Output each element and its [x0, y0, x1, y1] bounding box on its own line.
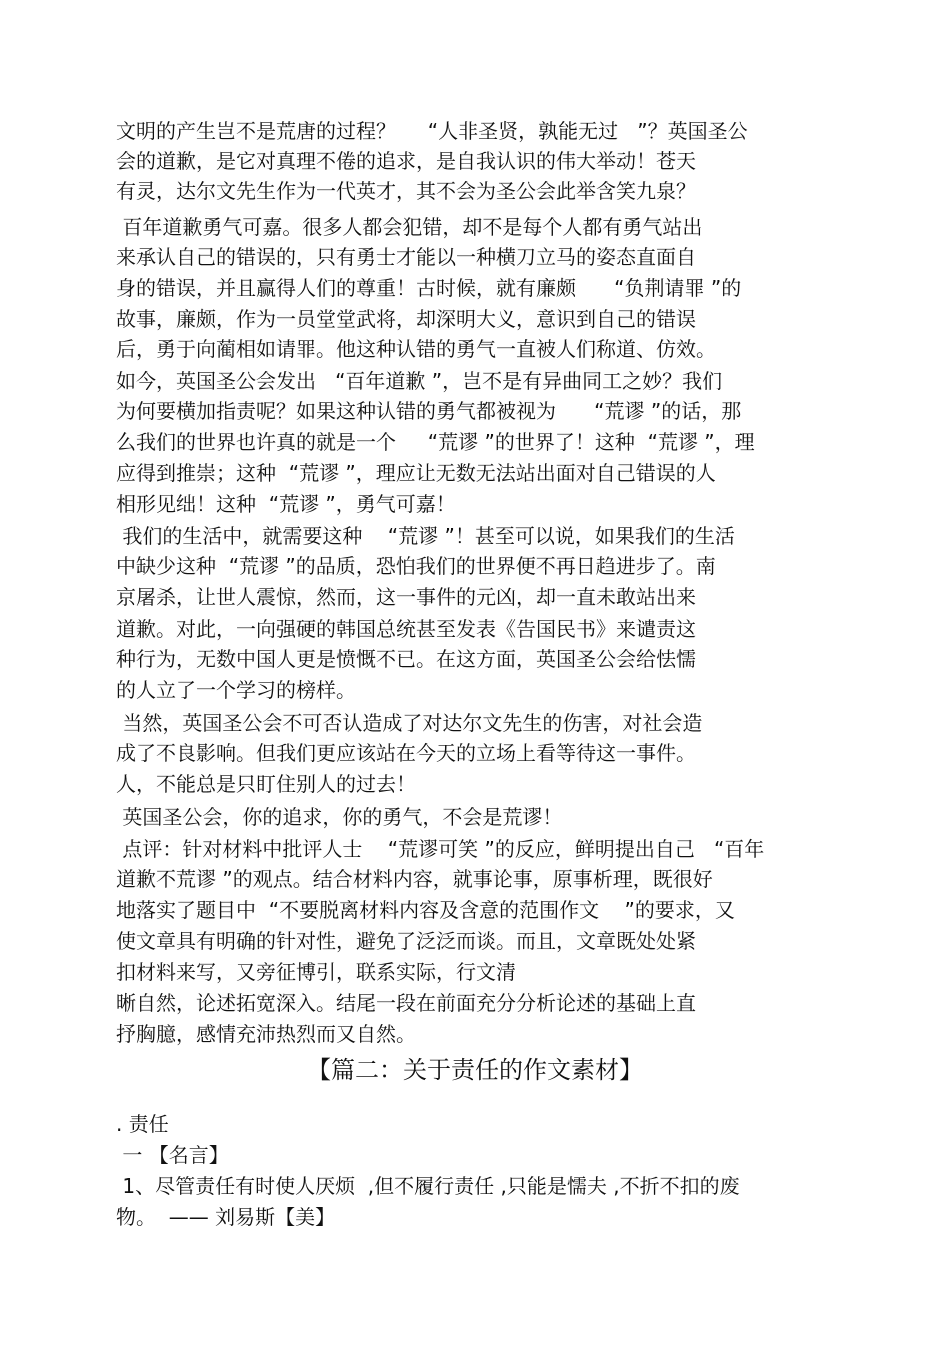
body-line: 相形见绌！这种 “荒谬 ”，勇气可嘉！ — [116, 492, 456, 516]
body-line: 种行为，无数中国人更是愤慨不已。在这方面，英国圣公会给怯懦 — [116, 647, 696, 671]
body-line: 当然，英国圣公会不可否认造成了对达尔文先生的伤害，对社会造 — [116, 711, 703, 735]
body-line: 会的道歉，是它对真理不倦的追求，是自我认识的伟大举动！苍天 — [116, 149, 696, 173]
body-line: 的人立了一个学习的榜样。 — [116, 678, 356, 702]
body-line: . 责任 — [116, 1112, 169, 1136]
body-line: 身的错误，并且赢得人们的尊重！古时候，就有廉颇 “负荆请罪 ”的 — [116, 276, 742, 300]
body-line: 地落实了题目中 “不要脱离材料内容及含意的范围作文 ”的要求，又 — [116, 898, 735, 922]
body-line: 京屠杀，让世人震惊，然而，这一事件的元凶，却一直未敢站出来 — [116, 585, 696, 609]
body-line: 抒胸臆，感情充沛热烈而又自然。 — [116, 1022, 416, 1046]
section-title: 【篇二：关于责任的作文素材】 — [307, 1056, 643, 1084]
body-line: 晰自然，论述拓宽深入。结尾一段在前面充分分析论述的基础上直 — [116, 991, 696, 1015]
body-line: 我们的生活中，就需要这种 “荒谬 ”！甚至可以说，如果我们的生活 — [116, 524, 735, 548]
body-line: 来承认自己的错误的，只有勇士才能以一种横刀立马的姿态直面自 — [116, 245, 696, 269]
body-line: 如今，英国圣公会发出 “百年道歉 ”，岂不是有异曲同工之妙？我们 — [116, 369, 723, 393]
body-line: 么我们的世界也许真的就是一个 “荒谬 ”的世界了！这种 “荒谬 ”，理 — [116, 430, 755, 454]
body-line: 道歉不荒谬 ”的观点。结合材料内容，就事论事，原事析理，既很好 — [116, 867, 713, 891]
body-line: 扣材料来写，又旁征博引，联系实际，行文清 — [116, 960, 516, 984]
body-line: 有灵，达尔文先生作为一代英才，其不会为圣公会此举含笑九泉？ — [116, 179, 696, 203]
body-line: 物。 —— 刘易斯【美】 — [116, 1205, 336, 1229]
body-line: 英国圣公会，你的追求，你的勇气，不会是荒谬！ — [116, 805, 563, 829]
body-line: 应得到推崇；这种 “荒谬 ”，理应让无数无法站出面对自己错误的人 — [116, 461, 716, 485]
body-line: 1、尽管责任有时使人厌烦 ,但不履行责任 ,只能是懦夫 ,不折不扣的废 — [116, 1174, 740, 1198]
body-line: 文明的产生岂不是荒唐的过程？ “人非圣贤，孰能无过 ”？英国圣公 — [116, 119, 748, 143]
body-line: 成了不良影响。但我们更应该站在今天的立场上看等待这一事件。 — [116, 741, 696, 765]
body-line: 人，不能总是只盯住别人的过去！ — [116, 772, 416, 796]
body-line: 中缺少这种 “荒谬 ”的品质，恐怕我们的世界便不再日趋进步了。南 — [116, 554, 716, 578]
body-line: 使文章具有明确的针对性，避免了泛泛而谈。而且，文章既处处紧 — [116, 929, 696, 953]
body-line: 故事，廉颇，作为一员堂堂武将，却深明大义，意识到自己的错误 — [116, 307, 696, 331]
body-line: 为何要横加指责呢？如果这种认错的勇气都被视为 “荒谬 ”的话，那 — [116, 399, 742, 423]
body-line: 点评：针对材料中批评人士 “荒谬可笑 ”的反应，鲜明提出自己 “百年 — [116, 837, 765, 861]
body-line: 后，勇于向蔺相如请罪。他这种认错的勇气一直被人们称道、仿效。 — [116, 337, 716, 361]
body-line: 道歉。对此，一向强硬的韩国总统甚至发表《告国民书》来谴责这 — [116, 617, 696, 641]
body-line: 百年道歉勇气可嘉。很多人都会犯错，却不是每个人都有勇气站出 — [116, 215, 703, 239]
body-line: 一 【名言】 — [116, 1143, 229, 1167]
